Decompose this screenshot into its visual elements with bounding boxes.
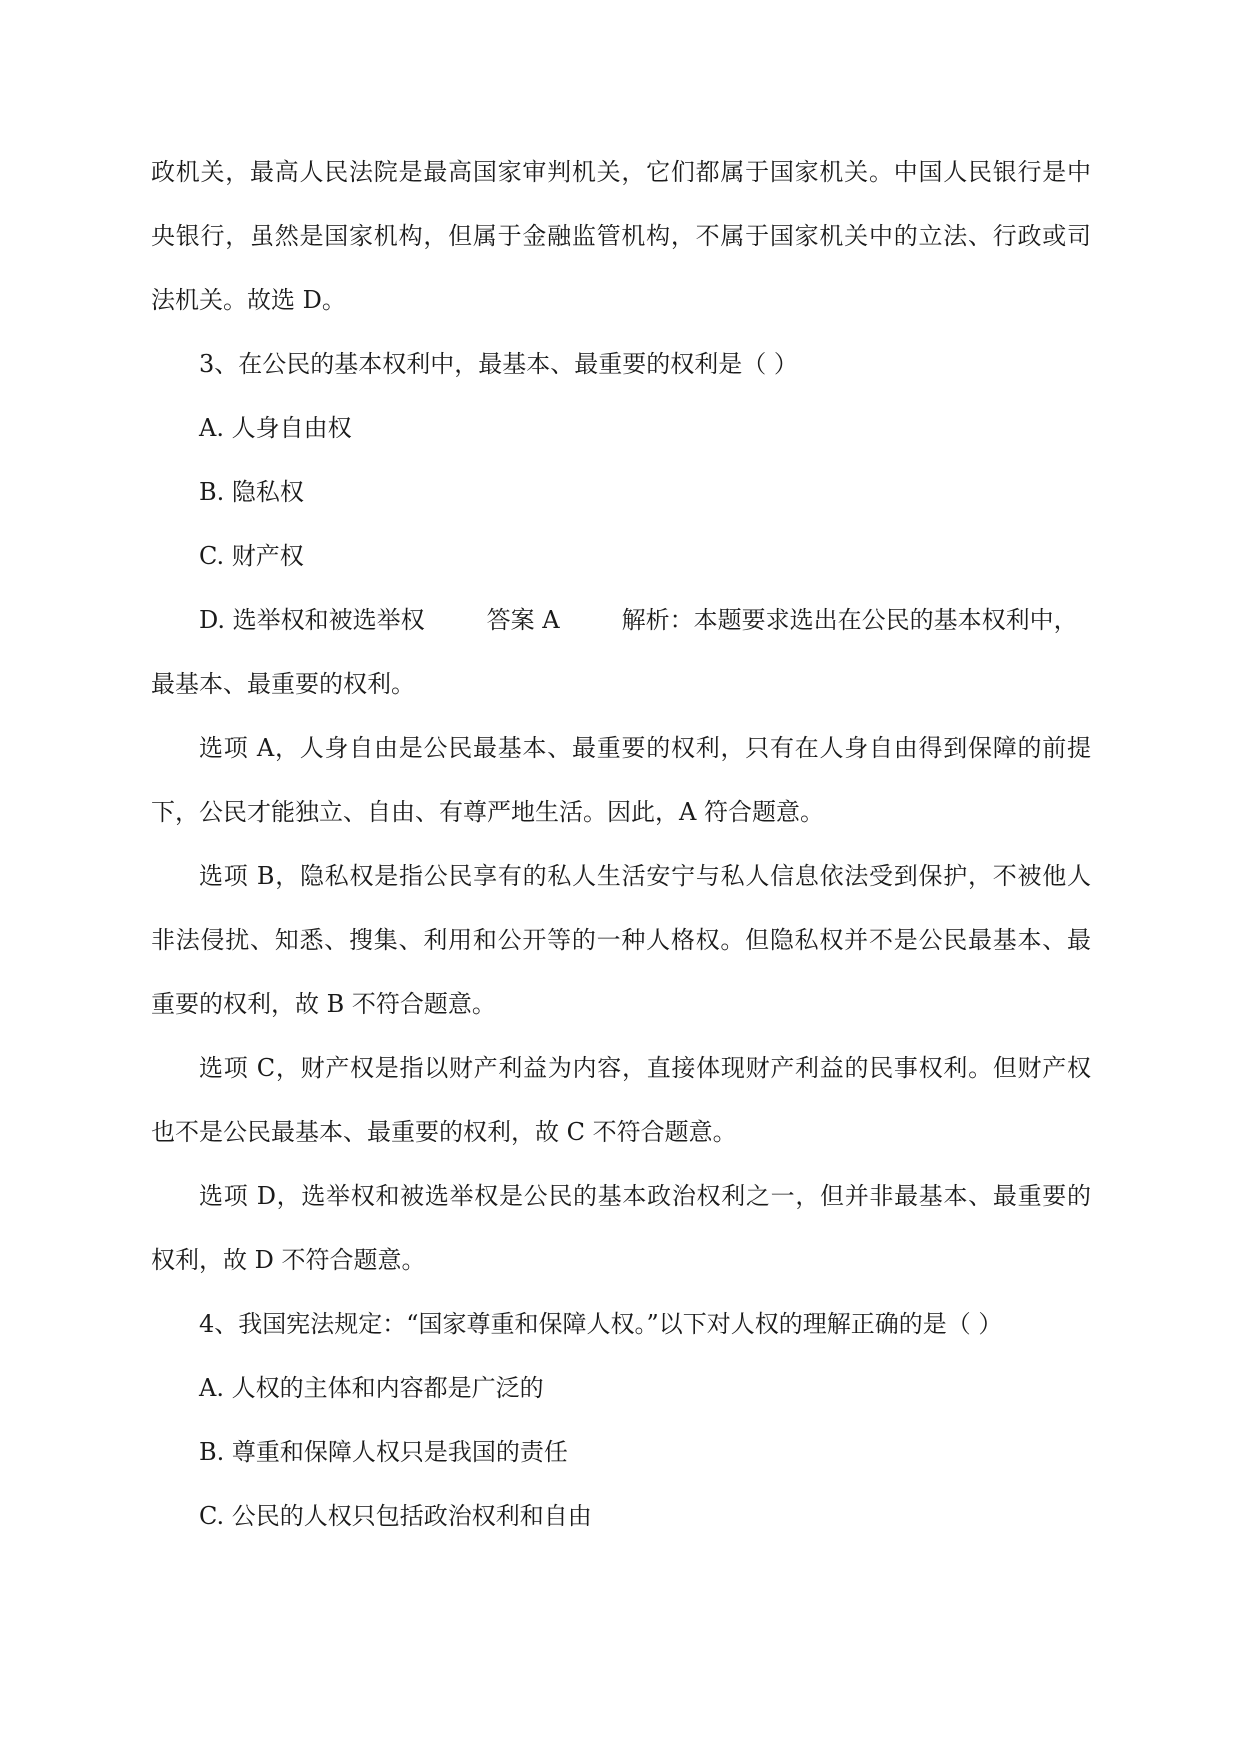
- document-page: [151, 140, 1091, 1548]
- option-c-explanation-line: 也不是公民最基本、最重要的权利，故 C 不符合题意。: [151, 1118, 737, 1146]
- question-3-answer: 答案 A: [486, 606, 560, 634]
- question-3-option-d: D. 选举权和被选举权: [199, 606, 425, 634]
- question-4-option-b: B. 尊重和保障人权只是我国的责任: [199, 1438, 568, 1466]
- question-4-stem: 4、我国宪法规定：“国家尊重和保障人权。”以下对人权的理解正确的是（ ）: [199, 1310, 1003, 1338]
- question-3-analysis: 解析：本题要求选出在公民的基本权利中，: [621, 606, 1078, 634]
- option-d-explanation-line: 选项 D，选举权和被选举权是公民的基本政治权利之一，但并非最基本、最重要的: [199, 1182, 1091, 1210]
- question-3-option-b: B. 隐私权: [199, 478, 304, 506]
- option-b-explanation-line: 重要的权利，故 B 不符合题意。: [151, 990, 496, 1018]
- paragraph-line: 央银行，虽然是国家机构，但属于金融监管机构，不属于国家机关中的立法、行政或司: [151, 222, 1091, 250]
- paragraph-line: 法机关。故选 D。: [151, 286, 346, 314]
- paragraph-line: 政机关，最高人民法院是最高国家审判机关，它们都属于国家机关。中国人民银行是中: [151, 158, 1091, 186]
- option-a-explanation-line: 下，公民才能独立、自由、有尊严地生活。因此，A 符合题意。: [151, 798, 824, 826]
- option-b-explanation-line: 非法侵扰、知悉、搜集、利用和公开等的一种人格权。但隐私权并不是公民最基本、最: [151, 926, 1091, 954]
- option-c-explanation-line: 选项 C，财产权是指以财产利益为内容，直接体现财产利益的民事权利。但财产权: [199, 1054, 1091, 1082]
- question-4-option-a: A. 人权的主体和内容都是广泛的: [199, 1374, 544, 1402]
- question-3-option-a: A. 人身自由权: [199, 414, 352, 442]
- option-d-explanation-line: 权利，故 D 不符合题意。: [151, 1246, 426, 1274]
- question-3-stem: 3、在公民的基本权利中，最基本、最重要的权利是（ ）: [199, 350, 798, 378]
- question-3-option-d-row: [151, 588, 1091, 652]
- question-3-analysis-continued: 最基本、最重要的权利。: [151, 670, 415, 698]
- option-b-explanation-line: 选项 B，隐私权是指公民享有的私人生活安宁与私人信息依法受到保护，不被他人: [199, 862, 1091, 890]
- option-a-explanation-line: 选项 A，人身自由是公民最基本、最重要的权利，只有在人身自由得到保障的前提: [199, 734, 1091, 762]
- question-3-option-c: C. 财产权: [199, 542, 304, 570]
- question-4-option-c: C. 公民的人权只包括政治权利和自由: [199, 1502, 592, 1530]
